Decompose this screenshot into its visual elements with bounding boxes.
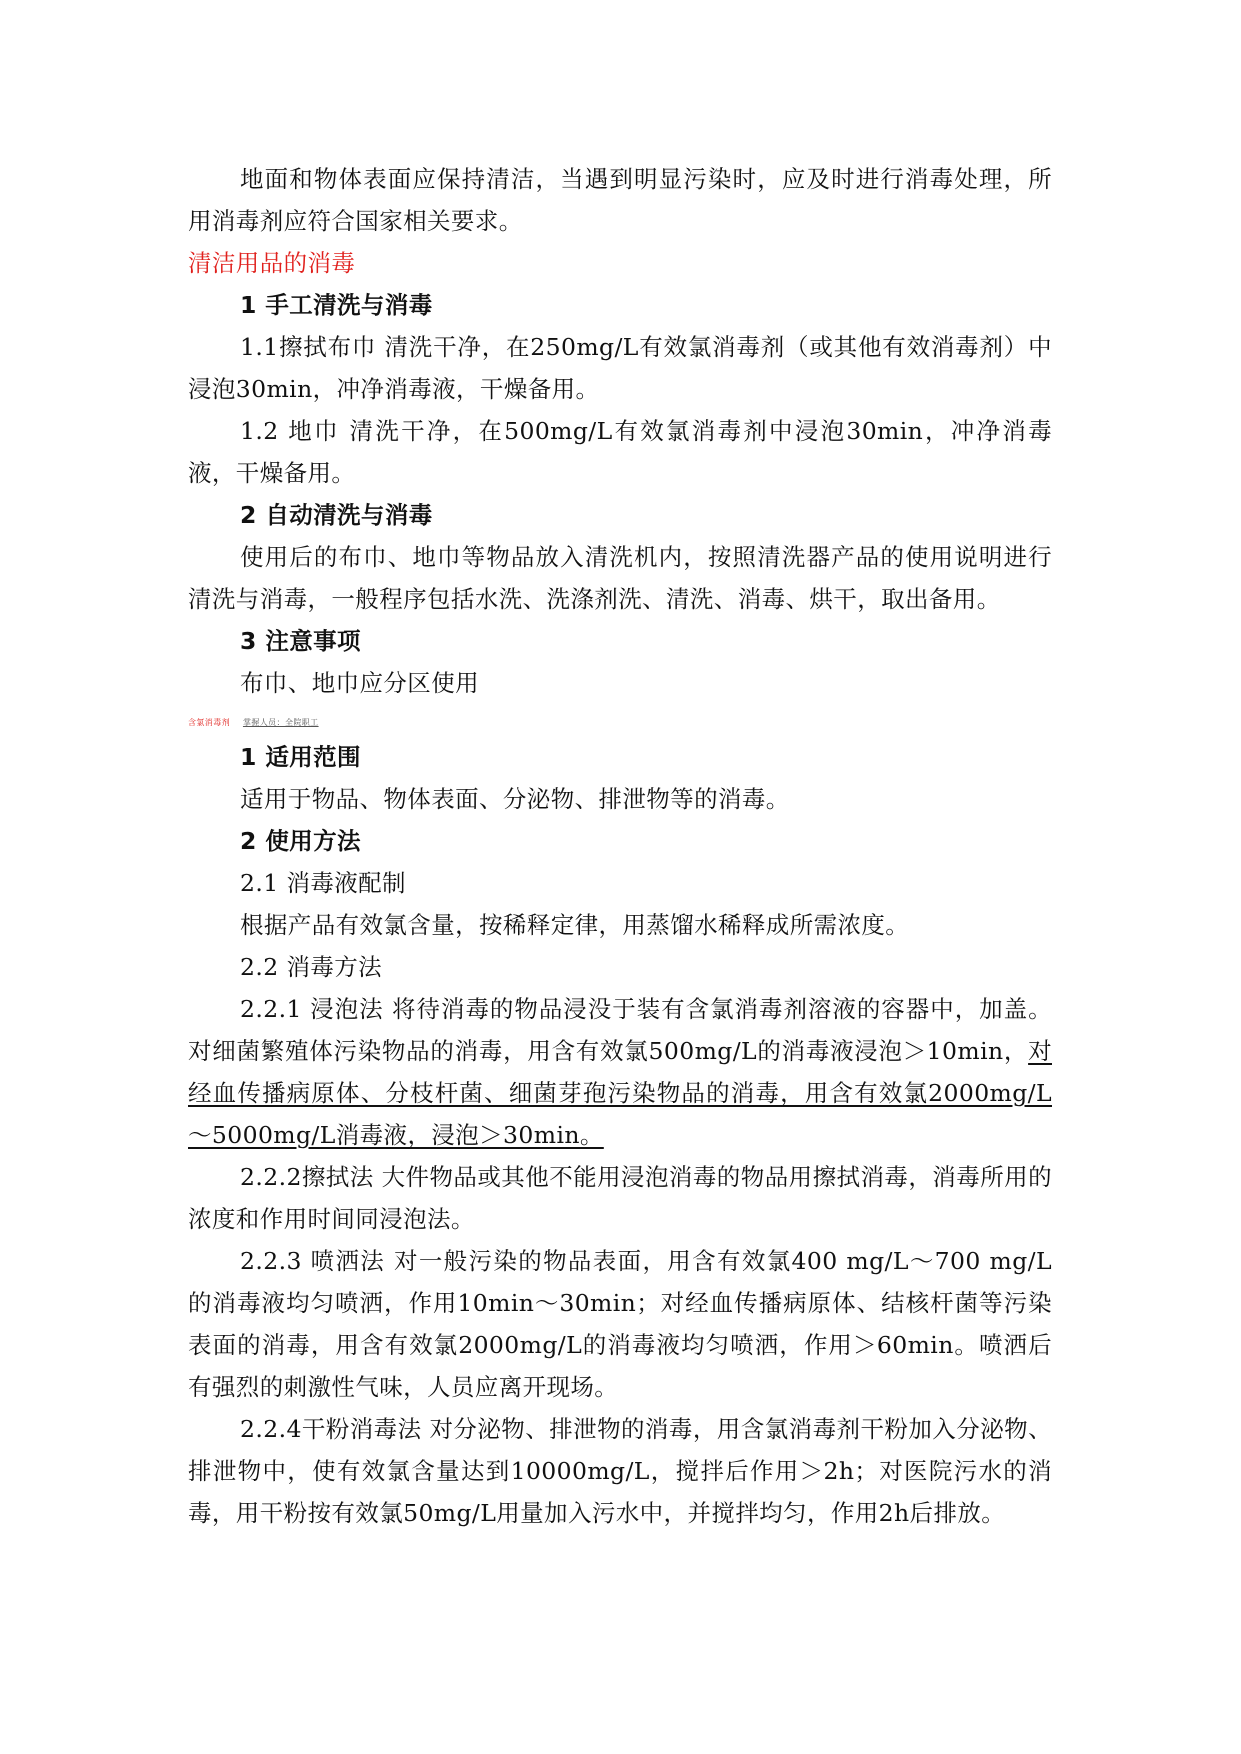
paragraph-notes: 布巾、地巾应分区使用 [240, 669, 479, 697]
heading-manual-cleaning: 1 手工清洗与消毒 [240, 291, 433, 319]
paragraph-2-2-1-main: 2.2.1 浸泡法 将待消毒的物品浸没于装有含氯消毒剂溶液的容器中，加盖。对细菌繁殖体污染物品的消毒，用含有效氯500mg/L的消毒液浸泡＞10min， [188, 995, 1052, 1065]
heading-auto-cleaning: 2 自动清洗与消毒 [240, 501, 433, 529]
paragraph-2-1: 根据产品有效氯含量，按稀释定律，用蒸馏水稀释成所需浓度。 [240, 911, 910, 939]
paragraph-2-2-4: 2.2.4干粉消毒法 对分泌物、排泄物的消毒，用含氯消毒剂干粉加入分泌物、排泄物中，使有效氯含量达到10000mg/L，搅拌后作用＞2h；对医院污水的消毒，用干粉按有效氯50mg/L用量加入污水中，并搅拌均匀，作用2h后排放。 [188, 1415, 1052, 1527]
paragraph-2-2-3: 2.2.3 喷洒法 对一般污染的物品表面，用含有效氯400 mg/L～700 mg/L的消毒液均匀喷洒，作用10min～30min；对经血传播病原体、结核杆菌等污染表面的消毒，用含有效氯2000mg/L的消毒液均匀喷洒，作用＞60min。喷洒后有强烈的刺激性气味，人员应离开现场。 [188, 1247, 1052, 1401]
intro-paragraph: 地面和物体表面应保持清洁，当遇到明显污染时，应及时进行消毒处理，所用消毒剂应符合国家相关要求。 [188, 165, 1052, 235]
heading-scope: 1 适用范围 [240, 743, 361, 771]
subheading-2-1: 2.1 消毒液配制 [240, 869, 406, 897]
paragraph-2-2-2: 2.2.2擦拭法 大件物品或其他不能用浸泡消毒的物品用擦拭消毒，消毒所用的浓度和作用时间同浸泡法。 [188, 1163, 1052, 1233]
paragraph-auto-cleaning: 使用后的布巾、地巾等物品放入清洗机内，按照清洗器产品的使用说明进行清洗与消毒，一般程序包括水洗、洗涤剂洗、清洗、消毒、烘干，取出备用。 [188, 543, 1052, 613]
tiny-annotation [188, 716, 1052, 730]
document-content [188, 158, 1052, 1534]
section-title: 清洁用品的消毒 [188, 249, 356, 277]
paragraph-1-2: 1.2 地巾 清洗干净，在500mg/L有效氯消毒剂中浸泡30min，冲净消毒液，干燥备用。 [188, 417, 1052, 487]
paragraph-1-1: 1.1擦拭布巾 清洗干净，在250mg/L有效氯消毒剂（或其他有效消毒剂）中浸泡30min，冲净消毒液，干燥备用。 [188, 333, 1052, 403]
subheading-2-2: 2.2 消毒方法 [240, 953, 383, 981]
tiny-annotation-title: 含氯消毒剂 [188, 718, 230, 727]
paragraph-2-2-1 [188, 988, 1052, 1156]
heading-usage: 2 使用方法 [240, 827, 361, 855]
heading-notes: 3 注意事项 [240, 627, 361, 655]
paragraph-2-2-1-underlined: 对经血传播病原体、分枝杆菌、细菌芽孢污染物品的消毒，用含有效氯2000mg/L～5000mg/L消毒液，浸泡＞30min。 [188, 1037, 1052, 1149]
paragraph-scope: 适用于物品、物体表面、分泌物、排泄物等的消毒。 [240, 785, 790, 813]
tiny-annotation-staff: 掌握人员：全院职工 [242, 718, 319, 727]
